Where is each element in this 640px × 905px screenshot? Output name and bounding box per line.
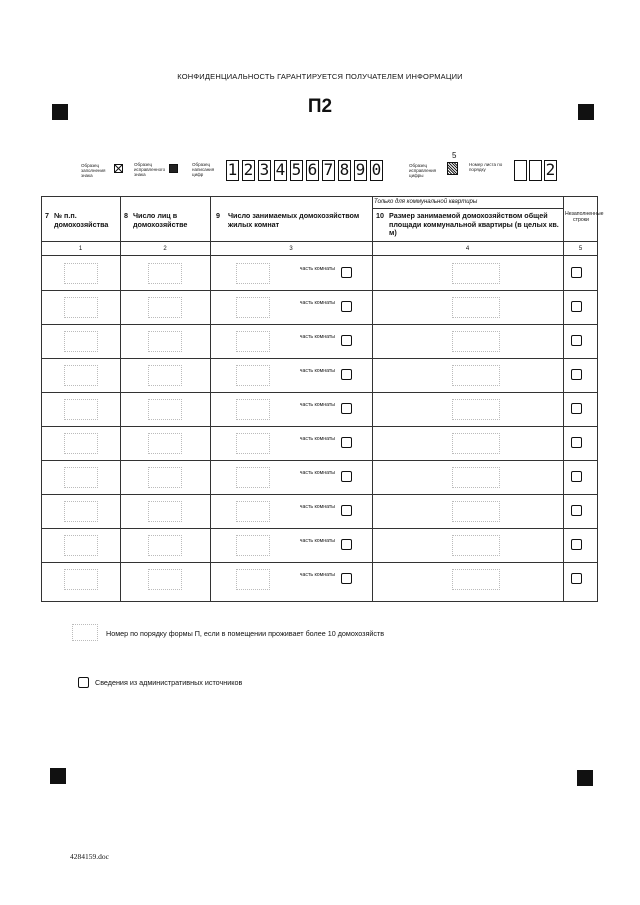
part-room-label: часть комнаты <box>299 402 335 408</box>
row-divider <box>41 290 598 291</box>
form-number-field[interactable] <box>72 624 98 641</box>
unfilled-row-checkbox[interactable] <box>571 539 582 550</box>
area-field[interactable] <box>452 433 500 454</box>
sample-digit: 8 <box>339 160 350 179</box>
legend-sample-erased-label: Образец исправленного знака <box>134 162 166 177</box>
legend-corrected-label: Образец исправления цифры <box>409 163 437 178</box>
confidentiality-notice: КОНФИДЕНЦИАЛЬНОСТЬ ГАРАНТИРУЕТСЯ ПОЛУЧАТЕЛЕМ ИНФОРМАЦИИ <box>177 72 463 81</box>
row-divider <box>41 562 598 563</box>
form-number-note: Номер по порядку формы П, если в помещении проживает более 10 домохозяйств <box>106 629 385 638</box>
part-room-label: часть комнаты <box>299 334 335 340</box>
legend-sample-mark-label: Образец заполнения знака <box>81 163 106 178</box>
admin-sources-checkbox[interactable] <box>78 677 89 688</box>
rooms-count-field[interactable] <box>236 263 270 284</box>
part-room-checkbox[interactable] <box>341 437 352 448</box>
sample-digit: 7 <box>323 160 334 179</box>
area-field[interactable] <box>452 365 500 386</box>
sample-digit: 5 <box>291 160 302 179</box>
col-index-1: 1 <box>78 246 83 252</box>
persons-count-field[interactable] <box>148 399 182 420</box>
unfilled-row-checkbox[interactable] <box>571 505 582 516</box>
household-number-field[interactable] <box>64 501 98 522</box>
part-room-label: часть комнаты <box>299 504 335 510</box>
area-field[interactable] <box>452 501 500 522</box>
area-field[interactable] <box>452 263 500 284</box>
sample-digit: 0 <box>371 160 382 179</box>
sample-digit: 1 <box>227 160 238 179</box>
col-10-title: Размер занимаемой домохозяйством общей площади коммунальной квартиры (в целых кв. м) <box>389 211 559 237</box>
table-divider <box>372 196 373 602</box>
household-number-field[interactable] <box>64 365 98 386</box>
row-divider <box>41 528 598 529</box>
part-room-checkbox[interactable] <box>341 301 352 312</box>
household-number-field[interactable] <box>64 535 98 556</box>
row-divider <box>41 426 598 427</box>
unfilled-row-checkbox[interactable] <box>571 369 582 380</box>
part-room-label: часть комнаты <box>299 470 335 476</box>
persons-count-field[interactable] <box>148 263 182 284</box>
sample-digit: 2 <box>243 160 254 179</box>
col-8-title: Число лиц в домохозяйстве <box>133 211 188 229</box>
part-room-label: часть комнаты <box>299 538 335 544</box>
communal-divider <box>372 208 563 209</box>
persons-count-field[interactable] <box>148 501 182 522</box>
sample-digit: 3 <box>259 160 270 179</box>
household-number-field[interactable] <box>64 467 98 488</box>
col-11-title: Незаполненные строки <box>565 211 604 223</box>
sheet-number-cell-2[interactable] <box>529 160 542 181</box>
col-index-4: 4 <box>465 246 470 252</box>
sample-digit: 4 <box>275 160 286 179</box>
household-number-field[interactable] <box>64 569 98 590</box>
sample-erased-box <box>169 164 178 173</box>
unfilled-row-checkbox[interactable] <box>571 471 582 482</box>
persons-count-field[interactable] <box>148 331 182 352</box>
part-room-label: часть комнаты <box>299 300 335 306</box>
unfilled-row-checkbox[interactable] <box>571 335 582 346</box>
part-room-checkbox[interactable] <box>341 335 352 346</box>
col-index-3: 3 <box>289 246 293 252</box>
unfilled-row-checkbox[interactable] <box>571 267 582 278</box>
area-field[interactable] <box>452 535 500 556</box>
sample-checked-box <box>114 164 123 173</box>
part-room-checkbox[interactable] <box>341 267 352 278</box>
sheet-number-cell-1[interactable] <box>514 160 527 181</box>
area-field[interactable] <box>452 297 500 318</box>
rooms-count-field[interactable] <box>236 569 270 590</box>
part-room-checkbox[interactable] <box>341 505 352 516</box>
persons-count-field[interactable] <box>148 365 182 386</box>
corrected-digit-box <box>447 162 458 175</box>
part-room-checkbox[interactable] <box>341 573 352 584</box>
part-room-checkbox[interactable] <box>341 539 352 550</box>
household-number-field[interactable] <box>64 399 98 420</box>
cross-icon <box>114 164 123 173</box>
col-7-title: № п.п. домохозяйства <box>54 211 109 229</box>
table-divider <box>563 196 564 602</box>
row-divider <box>41 324 598 325</box>
rooms-count-field[interactable] <box>236 433 270 454</box>
household-number-field[interactable] <box>64 331 98 352</box>
communal-note: Только для коммунальной квартиры <box>374 199 478 205</box>
admin-sources-label: Сведения из административных источников <box>95 678 243 687</box>
unfilled-row-checkbox[interactable] <box>571 301 582 312</box>
header-bottom-line <box>41 241 598 242</box>
col-index-2: 2 <box>163 246 167 252</box>
form-title: П2 <box>307 96 333 117</box>
unfilled-row-checkbox[interactable] <box>571 403 582 414</box>
col-9-num: 9 <box>216 211 220 220</box>
index-bottom-line <box>41 255 598 256</box>
col-10-num: 10 <box>376 211 384 220</box>
persons-count-field[interactable] <box>148 535 182 556</box>
sheet-number-label: Номер листа по порядку <box>469 162 503 172</box>
persons-count-field[interactable] <box>148 467 182 488</box>
area-field[interactable] <box>452 399 500 420</box>
part-room-checkbox[interactable] <box>341 403 352 414</box>
area-field[interactable] <box>452 467 500 488</box>
row-divider <box>41 494 598 495</box>
sample-digit: 6 <box>307 160 318 179</box>
household-number-field[interactable] <box>64 263 98 284</box>
registration-mark-bottom-right <box>577 770 593 786</box>
sheet-number-cell-3[interactable]: 2 <box>545 160 556 179</box>
unfilled-row-checkbox[interactable] <box>571 573 582 584</box>
rooms-count-field[interactable] <box>236 467 270 488</box>
persons-count-field[interactable] <box>148 569 182 590</box>
row-divider <box>41 392 598 393</box>
rooms-count-field[interactable] <box>236 297 270 318</box>
area-field[interactable] <box>452 331 500 352</box>
row-divider <box>41 358 598 359</box>
unfilled-row-checkbox[interactable] <box>571 437 582 448</box>
rooms-count-field[interactable] <box>236 399 270 420</box>
legend-digits-label: Образец написания цифр <box>192 162 215 177</box>
rooms-count-field[interactable] <box>236 331 270 352</box>
row-divider <box>41 460 598 461</box>
table-divider <box>210 196 211 602</box>
col-7-num: 7 <box>45 211 49 220</box>
part-room-label: часть комнаты <box>299 436 335 442</box>
household-number-field[interactable] <box>64 433 98 454</box>
corrected-digit: 5 <box>452 151 457 160</box>
part-room-label: часть комнаты <box>299 572 335 578</box>
persons-count-field[interactable] <box>148 297 182 318</box>
table-divider <box>120 196 121 602</box>
rooms-count-field[interactable] <box>236 501 270 522</box>
area-field[interactable] <box>452 569 500 590</box>
part-room-checkbox[interactable] <box>341 471 352 482</box>
household-number-field[interactable] <box>64 297 98 318</box>
part-room-label: часть комнаты <box>299 368 335 374</box>
part-room-label: часть комнаты <box>299 266 335 272</box>
registration-mark-bottom-left <box>50 768 66 784</box>
part-room-checkbox[interactable] <box>341 369 352 380</box>
persons-count-field[interactable] <box>148 433 182 454</box>
col-9-title: Число занимаемых домохозяйством жилых комнат <box>228 211 360 229</box>
col-index-5: 5 <box>578 246 583 252</box>
rooms-count-field[interactable] <box>236 535 270 556</box>
rooms-count-field[interactable] <box>236 365 270 386</box>
document-id: 4284159.doc <box>70 852 109 861</box>
sample-digit: 9 <box>355 160 366 179</box>
col-8-num: 8 <box>124 211 128 220</box>
